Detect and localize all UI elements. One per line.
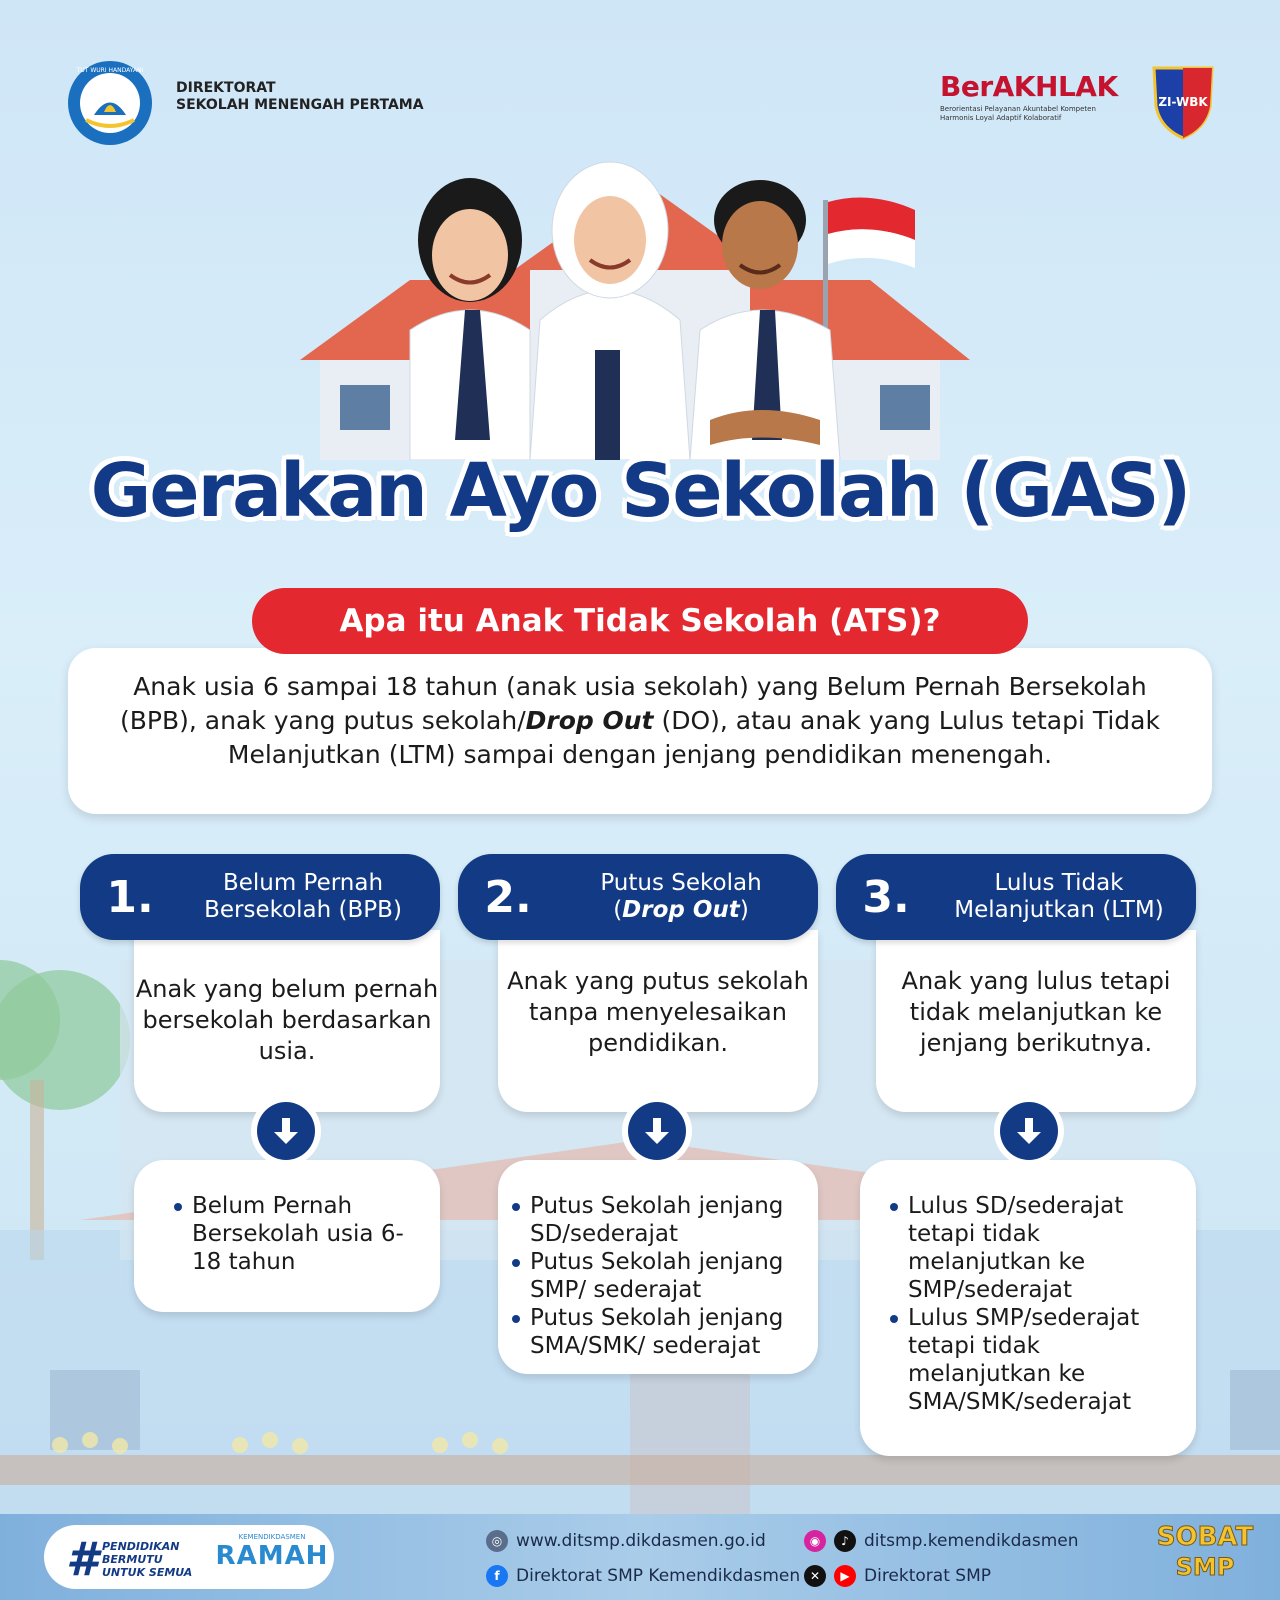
berakhlak-sub2: Harmonis Loyal Adaptif Kolaboratif <box>940 114 1062 122</box>
website-url: www.ditsmp.dikdasmen.go.id <box>516 1531 766 1551</box>
category-description: Anak yang lulus tetapi tidak melanjutkan ke jenjang berikutnya. <box>901 967 1171 1057</box>
category-detail-bpb <box>134 1160 440 1312</box>
directorate-line1: DIREKTORAT <box>176 80 276 96</box>
hashtag-line2: BERMUTU <box>102 1552 163 1566</box>
ats-definition-part2: (DO), atau anak yang Lulus tetapi Tidak Melanjutkan (LTM) sampai dengan jenjang pendidikan menengah. <box>227 706 1160 769</box>
list-item: Putus Sekolah jenjang SMP/ sederajat <box>512 1248 808 1304</box>
hashtag-line3: UNTUK SEMUA <box>102 1565 193 1579</box>
down-arrow-icon <box>628 1102 686 1160</box>
ats-definition-part1: Anak usia 6 sampai 18 tahun (anak usia sekolah) yang Belum Pernah Bersekolah (BPB), anak yang putus sekolah/ <box>120 672 1147 735</box>
category-number: 1. <box>106 871 154 923</box>
hashtag-icon: # <box>66 1532 99 1586</box>
list-item: Lulus SMP/sederajat tetapi tidak melanjutkan ke SMA/SMK/sederajat <box>890 1304 1186 1416</box>
category-description: Anak yang belum pernah bersekolah berdasarkan usia. <box>135 975 439 1065</box>
ats-question-banner: Apa itu Anak Tidak Sekolah (ATS)? <box>252 588 1028 654</box>
instagram-icon: ◉ <box>804 1530 826 1552</box>
category-title <box>558 870 818 924</box>
berakhlak-brand: BerAKHLAK <box>940 70 1118 103</box>
category-header-do <box>458 854 818 940</box>
category-header-ltm <box>836 854 1196 940</box>
category-detail-ltm <box>860 1160 1196 1456</box>
berakhlak-logo <box>940 70 1120 123</box>
category-detail-do <box>498 1160 818 1374</box>
hashtag-logo <box>66 1531 206 1587</box>
kemdikdasmen-logo <box>64 60 156 146</box>
category-description-ltm <box>876 930 1196 1112</box>
sobat-text: SOBAT <box>1156 1522 1254 1552</box>
category-description-do <box>498 930 818 1112</box>
directorate-line2: SEKOLAH MENENGAH PERTAMA <box>176 97 424 113</box>
page-title: Gerakan Ayo Sekolah (GAS) <box>90 448 1190 534</box>
ats-definition-box <box>68 648 1212 814</box>
hashtag-line1: PENDIDIKAN <box>102 1539 180 1553</box>
category-title-emphasis: Drop Out <box>622 897 740 923</box>
category-description: Anak yang putus sekolah tanpa menyelesaikan pendidikan. <box>507 967 809 1057</box>
x-youtube-link[interactable] <box>804 1565 991 1587</box>
instagram-tiktok-handle: ditsmp.kemendikdasmen <box>864 1531 1079 1551</box>
globe-icon: ◎ <box>486 1530 508 1552</box>
ziwbk-badge <box>1150 62 1216 140</box>
category-title: Belum Pernah Bersekolah (BPB) <box>204 870 402 923</box>
facebook-icon: f <box>486 1565 508 1587</box>
ats-definition-emphasis: Drop Out <box>525 706 654 735</box>
ramah-top: KEMENDIKDASMEN <box>238 1533 306 1541</box>
x-icon: ✕ <box>804 1565 826 1587</box>
tiktok-icon: ♪ <box>834 1530 856 1552</box>
category-title: Lulus Tidak Melanjutkan (LTM) <box>954 870 1164 923</box>
ziwbk-text: ZI-WBK <box>1158 95 1208 109</box>
category-number: 2. <box>484 871 532 923</box>
website-link[interactable] <box>486 1530 766 1552</box>
sobat-smp-logo <box>1150 1522 1260 1582</box>
ramah-logo <box>212 1533 332 1571</box>
down-arrow-icon <box>257 1102 315 1160</box>
list-item: Putus Sekolah jenjang SMA/SMK/ sederajat <box>512 1304 808 1360</box>
ramah-text: RAMAH <box>215 1541 329 1571</box>
motto-text: TUT WURI HANDAYANI <box>76 67 144 74</box>
smp-text: SMP <box>1175 1553 1235 1581</box>
students-school-illustration <box>290 160 990 460</box>
youtube-icon: ▶ <box>834 1565 856 1587</box>
category-number: 3. <box>862 871 910 923</box>
instagram-tiktok-link[interactable] <box>804 1530 1079 1552</box>
list-item: Belum Pernah Bersekolah usia 6-18 tahun <box>174 1192 416 1276</box>
berakhlak-sub1: Berorientasi Pelayanan Akuntabel Kompeten <box>940 105 1096 113</box>
category-description-bpb <box>134 930 440 1112</box>
facebook-link[interactable] <box>486 1565 800 1587</box>
directorate-name <box>176 80 424 114</box>
list-item: Putus Sekolah jenjang SD/sederajat <box>512 1192 808 1248</box>
category-title-line2: (Drop Out) <box>613 897 749 923</box>
list-item: Lulus SD/sederajat tetapi tidak melanjutkan ke SMP/sederajat <box>890 1192 1186 1304</box>
category-title-line1: Putus Sekolah <box>600 870 762 896</box>
category-header-bpb <box>80 854 440 940</box>
facebook-handle: Direktorat SMP Kemendikdasmen <box>516 1566 801 1586</box>
down-arrow-icon <box>1000 1102 1058 1160</box>
x-youtube-handle: Direktorat SMP <box>864 1566 991 1586</box>
